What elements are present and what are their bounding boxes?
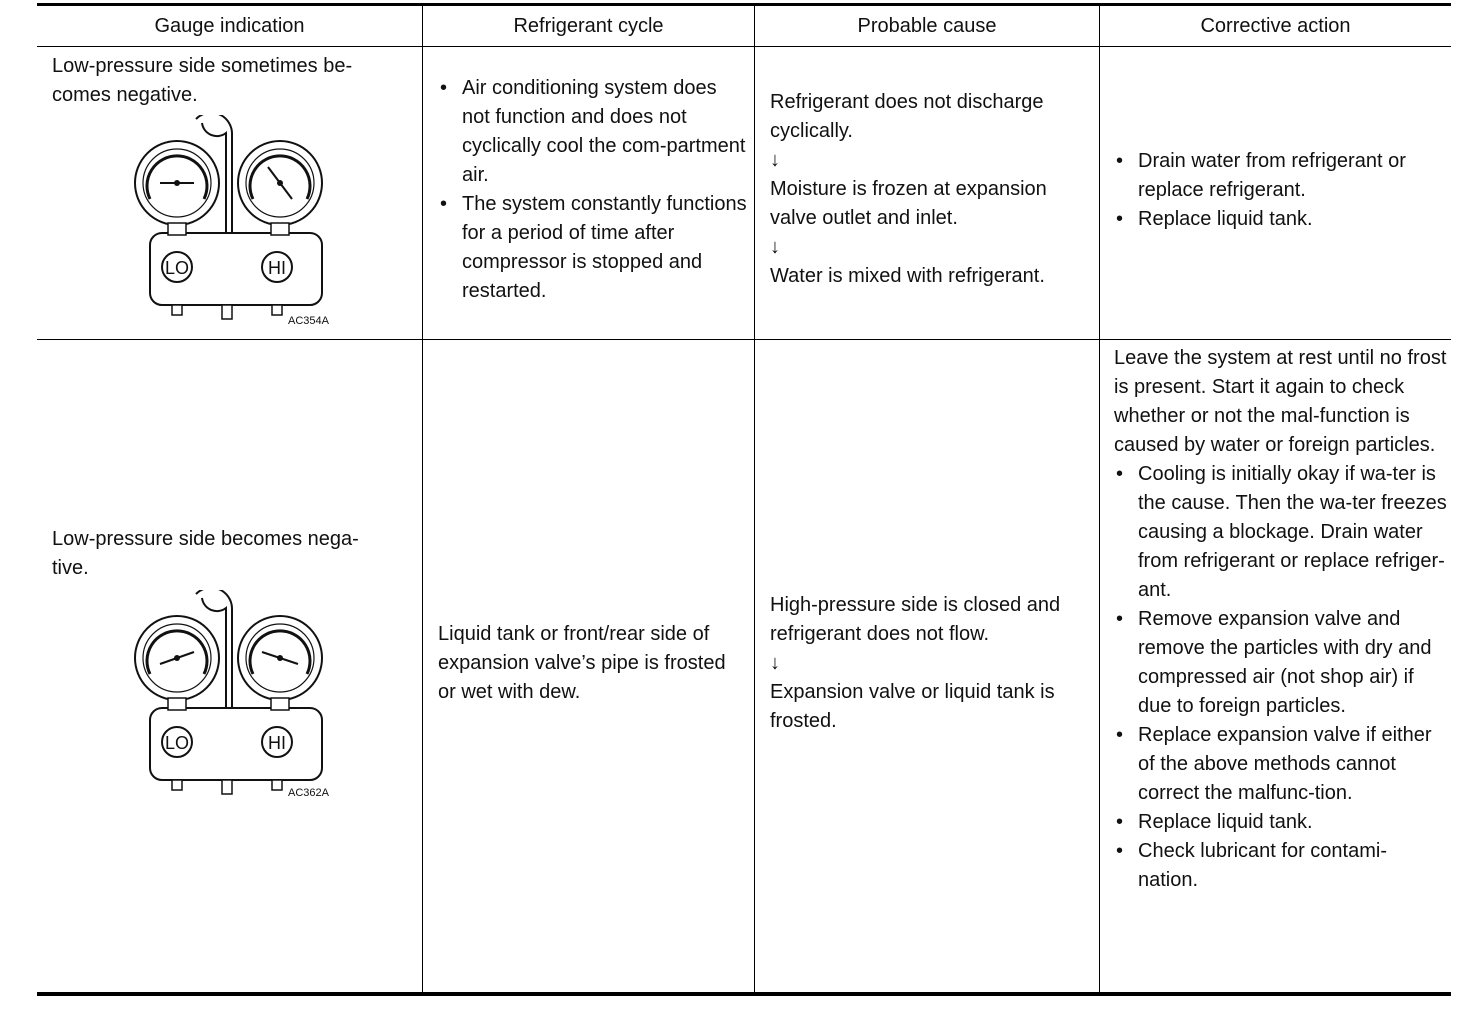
row1-refrigerant-cycle	[438, 74, 748, 306]
hi-label: HI	[268, 733, 286, 753]
lo-label: LO	[164, 258, 190, 278]
action-intro: Leave the system at rest until no frost is present. Start it again to check whether or not the mal-function is caused by water or foreign particles.	[1114, 347, 1447, 456]
row1-corrective-action	[1114, 147, 1444, 234]
row2-gauge-text: Low-pressure side becomes nega- tive.	[52, 528, 359, 579]
header-refrigerant-cycle: Refrigerant cycle	[513, 14, 664, 37]
cause-text: Moisture is frozen at expansion valve outlet and inlet.	[770, 178, 1047, 229]
cause-text: High-pressure side is closed and refrigerant does not flow.	[770, 594, 1061, 645]
list-item: • Check lubricant for contami-nation.	[1114, 837, 1447, 895]
list-item: • Replace expansion valve if either of the above methods cannot correct the malfunc-tion.	[1114, 721, 1447, 808]
column-divider	[754, 6, 755, 992]
manifold-gauge-illustration	[130, 115, 360, 330]
cause-text: Refrigerant does not discharge cyclically.	[770, 91, 1044, 142]
row2-probable-cause	[770, 591, 1095, 736]
row-divider	[37, 339, 1451, 340]
figure-code: AC354A	[288, 315, 329, 327]
table-bottom-rule	[37, 992, 1451, 996]
cause-text: Expansion valve or liquid tank is frosted.	[770, 681, 1055, 732]
row1-probable-cause	[770, 88, 1095, 291]
list-item: • Drain water from refrigerant or replace refrigerant.	[1114, 147, 1444, 205]
hi-label: HI	[268, 258, 286, 278]
lo-label: LO	[164, 733, 190, 753]
down-arrow-icon: ↓	[770, 652, 780, 674]
cause-text: Water is mixed with refrigerant.	[770, 265, 1045, 287]
row2-corrective-action	[1114, 344, 1447, 895]
header-probable-cause: Probable cause	[857, 14, 997, 37]
column-divider	[1099, 6, 1100, 992]
down-arrow-icon: ↓	[770, 236, 780, 258]
header-rule	[37, 46, 1451, 47]
row2-refrigerant-cycle: Liquid tank or front/rear side of expansion valve’s pipe is frosted or wet with dew.	[438, 623, 726, 703]
row1-gauge-text: Low-pressure side sometimes be- comes negative.	[52, 55, 353, 106]
down-arrow-icon: ↓	[770, 149, 780, 171]
column-divider	[422, 6, 423, 992]
list-item: • Remove expansion valve and remove the particles with dry and compressed air (not shop air) if due to foreign particles.	[1114, 605, 1447, 721]
list-item: • Air conditioning system does not function and does not cyclically cool the com-partment air.	[438, 74, 748, 190]
list-item: • Replace liquid tank.	[1114, 205, 1444, 234]
manifold-gauge-illustration	[130, 590, 360, 805]
list-item: • Replace liquid tank.	[1114, 808, 1447, 837]
list-item: • The system constantly functions for a period of time after compressor is stopped and restarted.	[438, 190, 748, 306]
list-item: • Cooling is initially okay if wa-ter is the cause. Then the wa-ter freezes causing a blockage. Drain water from refrigerant or replace refriger-ant.	[1114, 460, 1447, 605]
header-corrective-action: Corrective action	[1200, 14, 1351, 37]
header-gauge-indication: Gauge indication	[154, 14, 305, 37]
figure-code: AC362A	[288, 787, 329, 799]
